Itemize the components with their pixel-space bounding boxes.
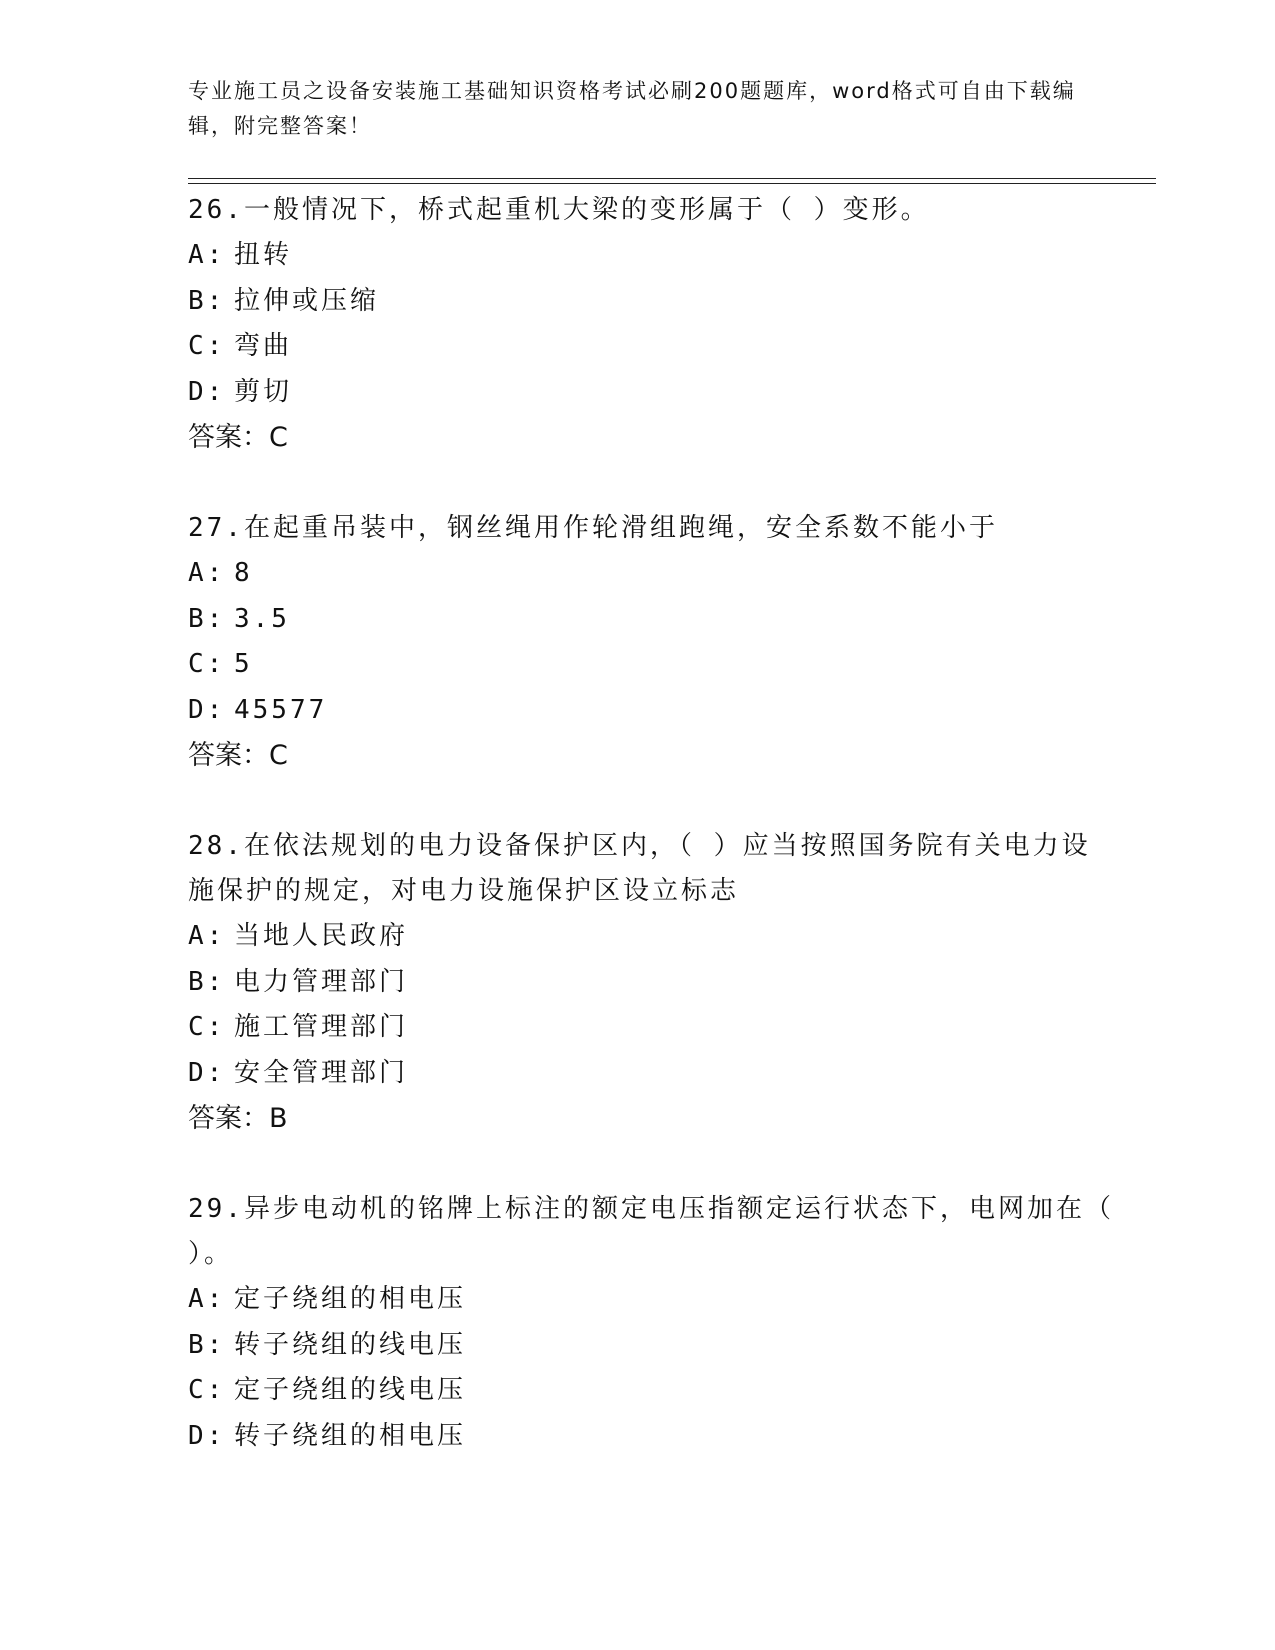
question-list <box>188 188 1118 1505</box>
option-c <box>188 642 1118 688</box>
option-text: 转子绕组的线电压 <box>234 1329 467 1360</box>
option-key: B: <box>188 285 226 316</box>
option-b <box>188 597 1118 643</box>
question-29 <box>188 1187 1118 1459</box>
document-header: 专业施工员之设备安装施工基础知识资格考试必刷200题题库，word格式可自由下载编辑，附完整答案！ <box>188 79 1076 138</box>
question-stem: 27.在起重吊装中，钢丝绳用作轮滑组跑绳，安全系数不能小于 <box>188 513 998 543</box>
option-a <box>188 1277 1118 1323</box>
option-a <box>188 551 1118 597</box>
option-b <box>188 279 1118 325</box>
question-27 <box>188 506 1118 778</box>
option-key: C: <box>188 1012 226 1042</box>
option-text: 定子绕组的线电压 <box>234 1375 467 1405</box>
option-text: 3.5 <box>234 603 290 634</box>
option-text: 转子绕组的相电压 <box>234 1420 467 1451</box>
option-c <box>188 1368 1118 1414</box>
header-divider-bottom <box>188 183 1156 184</box>
option-text: 拉伸或压缩 <box>234 285 380 316</box>
answer: 答案：C <box>188 740 288 771</box>
option-text: 5 <box>234 649 253 679</box>
option-text: 45577 <box>234 694 328 725</box>
option-text: 剪切 <box>234 376 293 407</box>
option-key: A: <box>188 240 226 270</box>
option-text: 施工管理部门 <box>234 1012 409 1042</box>
option-key: B: <box>188 1329 226 1360</box>
option-key: A: <box>188 921 226 951</box>
option-b <box>188 1323 1118 1369</box>
option-key: C: <box>188 331 226 361</box>
option-text: 当地人民政府 <box>234 921 409 951</box>
question-stem: 29.异步电动机的铭牌上标注的额定电压指额定运行状态下，电网加在（ ）。 <box>188 1194 1114 1269</box>
question-26 <box>188 188 1118 460</box>
option-d <box>188 370 1118 416</box>
option-text: 电力管理部门 <box>234 966 409 997</box>
option-key: C: <box>188 649 226 679</box>
option-key: A: <box>188 558 226 588</box>
option-a <box>188 233 1118 279</box>
option-text: 8 <box>234 558 253 588</box>
answer: 答案：C <box>188 422 288 453</box>
option-key: B: <box>188 966 226 997</box>
option-key: D: <box>188 1057 226 1088</box>
option-key: A: <box>188 1284 226 1314</box>
option-key: D: <box>188 694 226 725</box>
header-divider-top <box>188 178 1156 179</box>
option-d <box>188 1051 1118 1097</box>
option-c <box>188 324 1118 370</box>
question-28 <box>188 824 1118 1141</box>
option-b <box>188 960 1118 1006</box>
option-c <box>188 1005 1118 1051</box>
option-d <box>188 1414 1118 1460</box>
option-text: 安全管理部门 <box>234 1057 409 1088</box>
option-a <box>188 914 1118 960</box>
answer: 答案：B <box>188 1103 288 1134</box>
question-stem: 26.一般情况下，桥式起重机大梁的变形属于（ ）变形。 <box>188 195 930 225</box>
option-d <box>188 688 1118 734</box>
option-key: C: <box>188 1375 226 1405</box>
option-text: 定子绕组的相电压 <box>234 1284 467 1314</box>
option-key: D: <box>188 1420 226 1451</box>
option-text: 扭转 <box>234 240 293 270</box>
option-text: 弯曲 <box>234 331 293 361</box>
option-key: B: <box>188 603 226 634</box>
option-key: D: <box>188 376 226 407</box>
question-stem: 28.在依法规划的电力设备保护区内，（ ）应当按照国务院有关电力设施保护的规定，对电力设施保护区设立标志 <box>188 831 1091 906</box>
